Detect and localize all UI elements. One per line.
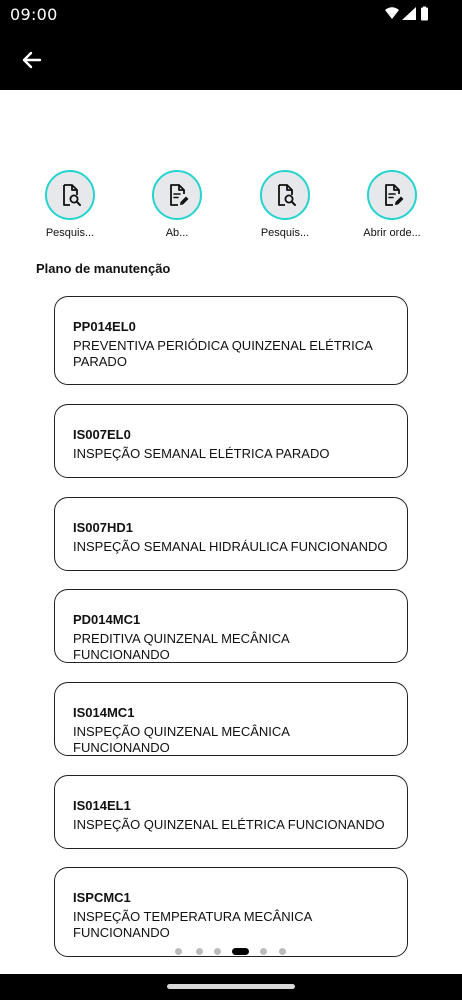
action-icon-circle xyxy=(45,170,95,220)
action-label: Pesquis... xyxy=(260,227,310,239)
wifi-icon xyxy=(385,7,399,19)
action-label: Ab... xyxy=(165,227,189,239)
action-label: Pesquis... xyxy=(45,227,95,239)
document-edit-icon xyxy=(381,183,407,209)
status-icons xyxy=(384,6,432,22)
plan-code: ISPCMC1 xyxy=(73,890,131,905)
plan-card[interactable] xyxy=(54,775,408,849)
action-edit-2[interactable] xyxy=(347,170,437,239)
plan-description: INSPEÇÃO SEMANAL HIDRÁULICA FUNCIONANDO xyxy=(73,539,388,554)
plan-description: PREVENTIVA PERIÓDICA QUINZENAL ELÉTRICA PARADO xyxy=(73,338,373,369)
status-time: 09:00 xyxy=(10,5,58,24)
plan-card[interactable] xyxy=(54,682,408,756)
action-icon-circle xyxy=(152,170,202,220)
action-icon-circle xyxy=(367,170,417,220)
action-edit-1[interactable] xyxy=(132,170,222,239)
action-label: Abrir orde... xyxy=(363,227,421,239)
action-icon-circle xyxy=(260,170,310,220)
page-dot[interactable] xyxy=(214,948,221,955)
page-dot[interactable] xyxy=(279,948,286,955)
home-gesture-handle[interactable] xyxy=(167,984,295,989)
page-dot[interactable] xyxy=(175,948,182,955)
section-title: Plano de manutenção xyxy=(36,261,171,276)
plan-description: INSPEÇÃO QUINZENAL ELÉTRICA FUNCIONANDO xyxy=(73,817,385,832)
action-search-2[interactable] xyxy=(240,170,330,239)
document-search-icon xyxy=(59,183,85,209)
battery-icon xyxy=(421,8,428,21)
document-search-icon xyxy=(274,183,300,209)
plan-code: IS007HD1 xyxy=(73,520,133,535)
plan-card[interactable] xyxy=(54,404,408,478)
arrow-left-icon xyxy=(16,44,48,76)
action-search-1[interactable] xyxy=(25,170,115,239)
plan-description: INSPEÇÃO SEMANAL ELÉTRICA PARADO xyxy=(73,446,330,461)
plan-code: PD014MC1 xyxy=(73,612,141,627)
page-dot-active[interactable] xyxy=(232,948,249,955)
plan-card[interactable] xyxy=(54,497,408,571)
plan-card[interactable] xyxy=(54,589,408,663)
plan-list[interactable] xyxy=(0,285,462,940)
signal-icon xyxy=(402,7,416,20)
plan-code: IS014MC1 xyxy=(73,705,135,720)
plan-code: IS014EL1 xyxy=(73,798,131,813)
document-edit-icon xyxy=(166,183,192,209)
back-button[interactable] xyxy=(16,44,48,76)
page-dot[interactable] xyxy=(260,948,267,955)
plan-card[interactable] xyxy=(54,296,408,385)
quick-actions xyxy=(0,170,462,250)
page-indicator xyxy=(0,944,462,958)
plan-description: INSPEÇÃO TEMPERATURA MECÂNICA FUNCIONANDO xyxy=(73,909,312,940)
app-bar xyxy=(0,28,462,90)
status-bar xyxy=(0,0,462,28)
system-nav-bar xyxy=(0,974,462,1000)
plan-code: PP014EL0 xyxy=(73,319,136,334)
plan-code: IS007EL0 xyxy=(73,427,131,442)
plan-description: INSPEÇÃO QUINZENAL MECÂNICA FUNCIONANDO xyxy=(73,724,290,755)
page-dot[interactable] xyxy=(196,948,203,955)
plan-description: PREDITIVA QUINZENAL MECÂNICA FUNCIONANDO xyxy=(73,631,289,662)
